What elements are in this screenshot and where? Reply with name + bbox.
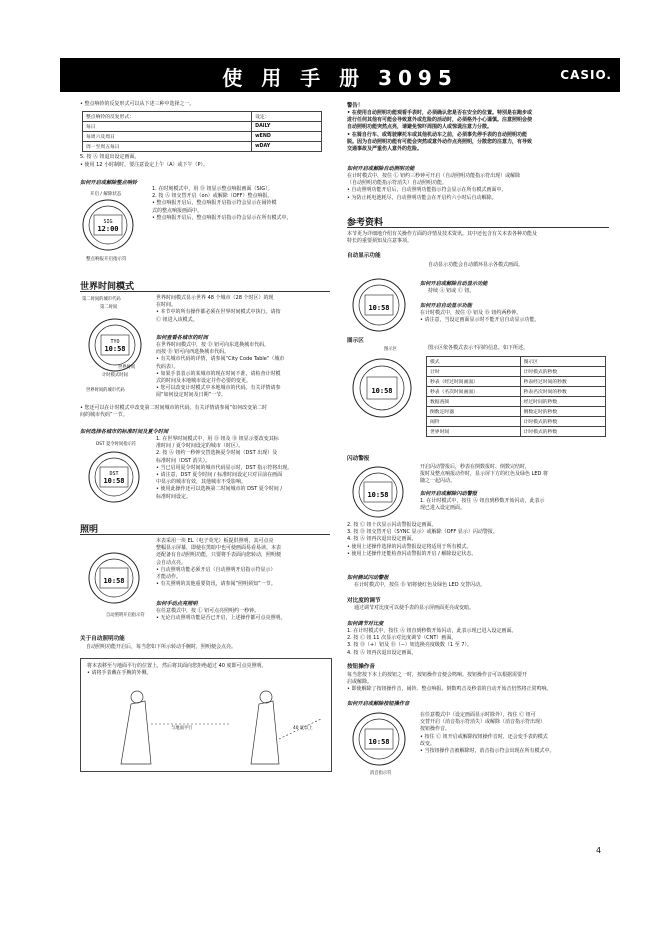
text-line: 本节更为详细地介绍有关操作方面的详情及技术资讯。其中还包含有关本表各种功能及 (347, 231, 538, 237)
watch-label: 世界时间 (118, 365, 136, 370)
table-cell: 秒表（名次时间画面） (427, 387, 521, 397)
text-line: • 有关城市代码的详情，请参阅“City Code Table”（城市 (156, 356, 285, 363)
watch-label: 开启 / 解除状态 (90, 192, 122, 197)
text-line: 还配备有自动照明功能，只要将手表面向您转动，照明便 (156, 552, 282, 559)
contrast-text: 通过调节对比度可以使手表的显示屏画面更亮或变暗。 (354, 605, 475, 611)
subheading: 按钮操作音 (347, 664, 375, 670)
table-cell: 闹铃 (427, 417, 521, 427)
text-line: 1. 在世界时间模式中，用 Ⓓ 钮及 Ⓑ 钮显示要改变其标 (156, 436, 279, 442)
text-line: （自动照明功能指示符消失）自动照明功能。 (347, 180, 448, 187)
subheading: 如何查看各城市的时间 (156, 335, 208, 341)
flash-toggle-text (420, 498, 610, 512)
watch-digits: DST (109, 471, 119, 477)
subheading: 图示区 (347, 338, 364, 344)
text-line: 代码表）。 (156, 363, 179, 370)
casio-logo: CASIO. (560, 68, 612, 82)
text-line: 在计时模式中，按住 Ⓛ 钮约三秒钟可开启（自动照明功能指示符出现）或解除 (347, 173, 521, 179)
city-text (156, 342, 331, 400)
watch-digits: TYO (110, 339, 120, 345)
text-line: • 无论自动照明功能是否已开启，上述操作都可点亮照明。 (156, 615, 286, 622)
text-line: 每当您按下本上的按钮之一时，按钮操作音便会鸣响。按钮操作音可以根据需要开 (347, 672, 528, 678)
text-line: 将本表移至与地面平行的位置上，然后将其面向您拒绝超过 40 度即可点亮照明。 (87, 663, 267, 669)
text-line: 启或解除。 (347, 679, 373, 686)
flash-text (420, 464, 610, 486)
autodisp-toggle-text: 持续 Ⓐ 钮或 Ⓒ 钮。 (428, 288, 475, 294)
watch-label: 计时模式时间 (102, 373, 128, 378)
text-line: • 自动照明功能开启后，自动照明功能指示符会显示在所有模式画面中。 (347, 187, 507, 194)
text-line: • 您还可以在计时模式中改变第二时间城市的代码。有关详情请参阅“如何改变第二时 (80, 405, 268, 411)
text-line: 开启闪动警报后，秒表在倒数报时、倒数完结时， (420, 464, 531, 470)
watch-label: 第二时间的城市代码 (82, 297, 121, 302)
watch-digits: 10:58 (103, 477, 125, 485)
illustration-label: 与地面平行 (171, 726, 193, 731)
subheading: 如何选择各城市的标准时间及夏令时间 (80, 429, 169, 435)
table-cell: 倒数定时器 (427, 407, 521, 417)
watch-illustration (86, 316, 144, 374)
watch-digits: 10:58 (103, 577, 125, 585)
divider (80, 534, 330, 535)
text-line: • 您可以改变计时模式中本地城市的代码。有关详情请参 (156, 385, 281, 392)
warning-title: 警告！ (347, 103, 364, 109)
text-line: • 自动照明功能必须开启（自动照明开启指示符显示） (156, 566, 276, 573)
watch-label: 自动照明开启指示符 (106, 613, 145, 618)
text-line: • 按住 Ⓒ 钮开启或解除按钮操作音时，还会变手表的模式 (420, 733, 548, 740)
watch-illustration (350, 356, 414, 420)
text-line: 改变。 (420, 740, 436, 747)
table-cell: 计时模式的秒数 (520, 367, 605, 377)
subheading: 如何开启或解除自动照明功能 (347, 166, 415, 172)
text-line: • 在骑自行车、或驾驶摩托车或其他机动车之前，必须事先停手表的自动照明功能 (347, 131, 527, 138)
text-line: • 使用上述操作还能检查闪动警报的开启 / 解除设定状态。 (347, 550, 477, 557)
page-title: 使 用 手 册 3095 (222, 66, 458, 90)
subheading: 如何调节对比度 (347, 621, 384, 627)
text-line: 在任意模式中，按 Ⓛ 钮可点亮照明约一秒钟。 (156, 608, 260, 614)
text-line: 按钮操作音。 (420, 726, 451, 733)
text-line: 随之一起闪动。 (420, 478, 456, 485)
watch-label: 消音指示符 (370, 771, 392, 776)
watch-label: 图示区 (384, 347, 397, 352)
section-heading: 世界时间模式 (80, 282, 135, 292)
watch-illustration (350, 276, 408, 334)
subheading: 对比度的调节 (347, 598, 381, 604)
text-line: 自动照明功能突然点亮，请避免惊吓周围的人或惊谎注意力分散。 (347, 124, 493, 131)
flash-test-text: 在计时模式中，按住 Ⓑ 钮将使红色及绿色 LED 交替闪动。 (354, 582, 486, 588)
text-line: • 当按钮操作音被解除时，消音指示符会出现在所有模式中。 (420, 748, 555, 755)
subheading: 自动显示功能 (347, 253, 381, 259)
text-line: 标准时间（DST 消失）。 (156, 457, 211, 464)
table-cell: 世界时间 (427, 427, 521, 437)
watch-digits: 12:00 (97, 225, 119, 233)
autodisp-on-text (420, 310, 610, 324)
text-line: 在时间。 (156, 302, 177, 309)
autodisp-text: 自动显示功能会自动循环显示各模式画面。 (428, 262, 524, 268)
text-line: Ⓒ 钮进入该模式。 (156, 316, 198, 323)
text-line: 2. 按 Ⓒ 钮 11 次显示对比度调节（CNT）画面。 (347, 635, 457, 642)
page-number: 4 (596, 846, 602, 855)
text-line: 交通事故及严重伤人意外的危险。 (347, 146, 423, 153)
text-line: 1. 在时刻模式中，用 Ⓓ 钮显示整点响报画面（SIG）。 (152, 186, 273, 192)
text-line: 现已进入设定画面。 (420, 505, 466, 512)
text-line: 式的时间及本地城市设定并作必要的变更。 (156, 378, 252, 385)
watch-digits: 10:58 (104, 345, 126, 353)
text-line: 2. 按 Ⓐ 钮约一秒钟交替选换夏令时间（DST 出现）及 (156, 450, 278, 457)
table-cell: 倒数定时的秒数 (520, 407, 605, 417)
table-cell: 计时模式的秒数 (520, 427, 605, 437)
table-head: 设定： (252, 112, 322, 122)
watch-label: 第二时间 (100, 305, 118, 310)
text-line: • 请注意，当设定画面显示时不能开启自动显示功能。 (420, 317, 540, 324)
watch-digits: SIG (103, 219, 113, 225)
text-line: 在世界时间模式中，按 Ⓓ 钮可向东选换城市代码， (156, 342, 270, 348)
watch-illustration (86, 449, 142, 505)
step-text: 5. 按 Ⓐ 钮退出设定画面。 (80, 154, 140, 160)
text-line: 报时及整点响报动作时，显示屏下方的红色及绿色 LED 将 (420, 471, 548, 478)
text-line: 脱。因为自动照明功能有可能会突然或意外动作点亮照明，分散您的注意力，有导致 (347, 138, 533, 145)
text-line: • 即使解除了按钮操作音，闹铃、整点响报、倒数鸣音及秒表的自动开始音仍然将正常鸣响。 (347, 686, 552, 693)
illustration-label: 40 度以上 (293, 726, 313, 731)
text-line: 3. 按 Ⓓ 钮交替开启（SYNC 显示）或解除（OFF 显示）闪动警报。 (347, 529, 498, 536)
text-line: 3. 按 Ⓓ（+）钮及 Ⓑ（−）钮选换亮度级数（1 至 7）。 (347, 642, 472, 649)
watch-digits: 10:58 (368, 304, 390, 312)
text-line: 整幅显示屏幕，即使在黑暗中也可使画面易看易读。本表 (156, 545, 282, 552)
text-line: 会自动点亮。 (156, 559, 187, 566)
intro-text: • 整点响铃的反复形式可以从下述三种中选择之一。 (80, 101, 195, 107)
text-line: • 在使用自动照明功能观看手表时，必须确认您是否在安全的位置。特别是在跑步或 (347, 110, 532, 116)
text-line: 而按 Ⓑ 钮可向西选换城市代码。 (156, 349, 230, 356)
auto-text: 自动照明功能开启后，每当您如下所示转动手腕时，照明便会点亮。 (86, 644, 237, 650)
wrist-box (80, 658, 332, 772)
page-header (60, 58, 620, 92)
text-line: • 请将手表戴在手腕的外侧。 (87, 670, 152, 677)
table-head: 图示区 (520, 357, 605, 367)
table-cell: 秒表经过时间的秒数 (520, 377, 605, 387)
table-cell: wEND (252, 132, 322, 142)
text-line: 中显示的城市有效，其他城市不受影响。 (156, 479, 247, 486)
text-line: 2. 按 Ⓒ 钮十次显示闪动警报设定画面。 (347, 522, 437, 528)
text-line: 4. 按 Ⓐ 钮再次退出设定画面。 (347, 536, 417, 543)
table-cell: 计时 (427, 367, 521, 377)
watch-label: 世界时间的城市代码 (86, 388, 125, 393)
table-cell: 秒表（经过时间画面） (427, 377, 521, 387)
subheading: 闪动警报 (347, 456, 370, 462)
ref-text (347, 231, 609, 245)
watch-illustration (350, 710, 408, 768)
watch-illustration (80, 197, 136, 253)
flash-steps (347, 522, 609, 558)
subheading: 如何手动点亮照明 (156, 601, 198, 607)
text-line: 1. 在计时模式中，按住 Ⓐ 钮直到秒数开始闪动，此表示现已进入设定画面。 (347, 628, 517, 634)
text-line: • 整点响报开启后，整点响报开启指示符会显示在闹铃模 (152, 200, 277, 207)
subheading: 如何开启或解除闪动警报 (420, 491, 478, 497)
text-line: 在计时模式中，按住 Ⓓ 钮及 Ⓑ 钮约两秒钟。 (420, 310, 522, 316)
text-line: 间的城市代码”一节。 (80, 412, 128, 419)
table-cell: 每日 (83, 122, 252, 132)
text-line: 在任意模式中（设定画面显示时除外），按住 Ⓒ 钮可 (420, 712, 536, 718)
world-text (156, 295, 331, 324)
step-text: • 使用 12 小时制时，要注意设定上午（A）或下午（P）。 (80, 162, 209, 168)
watch-digits: 10:58 (367, 491, 389, 499)
text-line: 1. 在计时模式中，按住 Ⓐ 钮直到秒数开始闪动，此表示 (420, 498, 545, 504)
watch-label: 整点响报开启指示符 (86, 257, 127, 262)
subheading: 如何开启或解除整点响铃 (80, 180, 138, 186)
table-cell: 周一至周五每日 (83, 142, 252, 152)
table-head: 整点响铃的反复形式： (83, 112, 252, 122)
tone-toggle-text (420, 712, 610, 755)
text-line: 准时间 / 夏令时间设定的城市（时区）。 (156, 443, 244, 450)
text-line: • 整点响报开启后，整点响报开启指示符会显示在所有模式中。 (152, 214, 292, 221)
section-heading: 照明 (80, 525, 99, 535)
section-heading: 参考资料 (347, 218, 384, 228)
text-line: • 使用此操作还可以选换第二时间城市的 DST 夏令时间 / (156, 486, 283, 493)
table-cell: 每周六及周日 (83, 132, 252, 142)
table-head: 模式 (427, 357, 521, 367)
table-cell: wDAY (252, 142, 322, 152)
table-cell: 秒表名次时间的秒数 (520, 387, 605, 397)
manual-text (156, 608, 332, 622)
tone-text (347, 672, 609, 694)
text-line: 才能动作。 (156, 574, 182, 581)
warning-text (347, 110, 609, 153)
text-line: 标准时间设定。 (156, 493, 192, 500)
wrist-illustration (81, 679, 331, 769)
text-line: • 有关照明的其他重要资讯，请参阅“照明须知”一节。 (156, 581, 276, 588)
text-line: 2. 按 Ⓐ 钮交替开启（on）或解除（OFF）整点响报。 (152, 193, 273, 200)
graph-text: 图示区依各模式表示不同的信息，如下所述。 (428, 345, 529, 351)
text-line: 式的整点响报画面中。 (152, 207, 203, 214)
watch-digits: 10:58 (368, 738, 390, 746)
watch-illustration (350, 464, 406, 520)
watch-illustration (86, 550, 142, 606)
text-line: 阅“如何设定时间及日期”一节。 (156, 392, 227, 399)
subheading: 如何测试闪动警报 (347, 575, 389, 581)
divider (347, 227, 609, 228)
text-line: • 当已启用夏令时间的城市代码显示时，DST 指示符将出现。 (156, 464, 293, 471)
subheading: 如何开启或解除按钮操作音 (347, 701, 410, 707)
table-cell: 计时模式的秒数 (520, 417, 605, 427)
subheading: 如何开启或解除自动显示功能 (420, 281, 488, 287)
text-line: 交替开启（消音指示符消失）或解除（消音指示符出现） (420, 719, 546, 726)
text-line: 进行任何其他有可能会导致意外或危险的活动时，必须格外小心谨慎。注意照明会使 (347, 117, 533, 124)
text-line: • 如果手表表示的某城市的现在时间不准，请检查计时模 (156, 370, 281, 377)
table-cell: DAILY (252, 122, 322, 132)
world-note (80, 405, 330, 419)
text-line: 特长的重要须知及注意事项。 (347, 238, 413, 245)
watch-label: DST 夏令时间指示符 (96, 442, 137, 447)
table-cell: 数据查阅 (427, 397, 521, 407)
light-text (156, 538, 332, 588)
subheading: 如何开启自动显示功能 (420, 303, 472, 309)
watch-digits: 10:58 (371, 387, 393, 395)
autotoggle-text (347, 173, 609, 202)
text-line: • 为防止耗电池耗尽，自动照明功能会在开启约六小时后自动解除。 (347, 194, 497, 201)
text-line: • 请注意，DST 夏令时间 / 标准时间设定只对目前在画面 (156, 472, 283, 479)
repeat-table (82, 111, 322, 152)
table-cell: 经过时间的秒数 (520, 397, 605, 407)
text-line: • 使用上述操作选择的闪动警报设定将适用于所有模式。 (347, 543, 472, 550)
graph-table (426, 356, 606, 437)
text-line: 4. 按 Ⓐ 钮再次退出设定画面。 (347, 649, 417, 656)
subheading: 关于自动照明功能 (80, 636, 125, 642)
dst-text (156, 436, 332, 501)
divider (80, 291, 330, 292)
box-text (87, 663, 325, 677)
text-line: 本表采用一块 EL（电子荧光）板提供照明，其可点亮 (156, 538, 274, 544)
contrast-steps (347, 628, 609, 657)
text-line: 世界时间模式显示世界 48 个城市（28 个时区）的现 (156, 295, 274, 301)
toggle-text (152, 186, 327, 222)
text-line: • 本节中的所有操作都必须在世界时间模式中执行。请按 (156, 309, 281, 316)
